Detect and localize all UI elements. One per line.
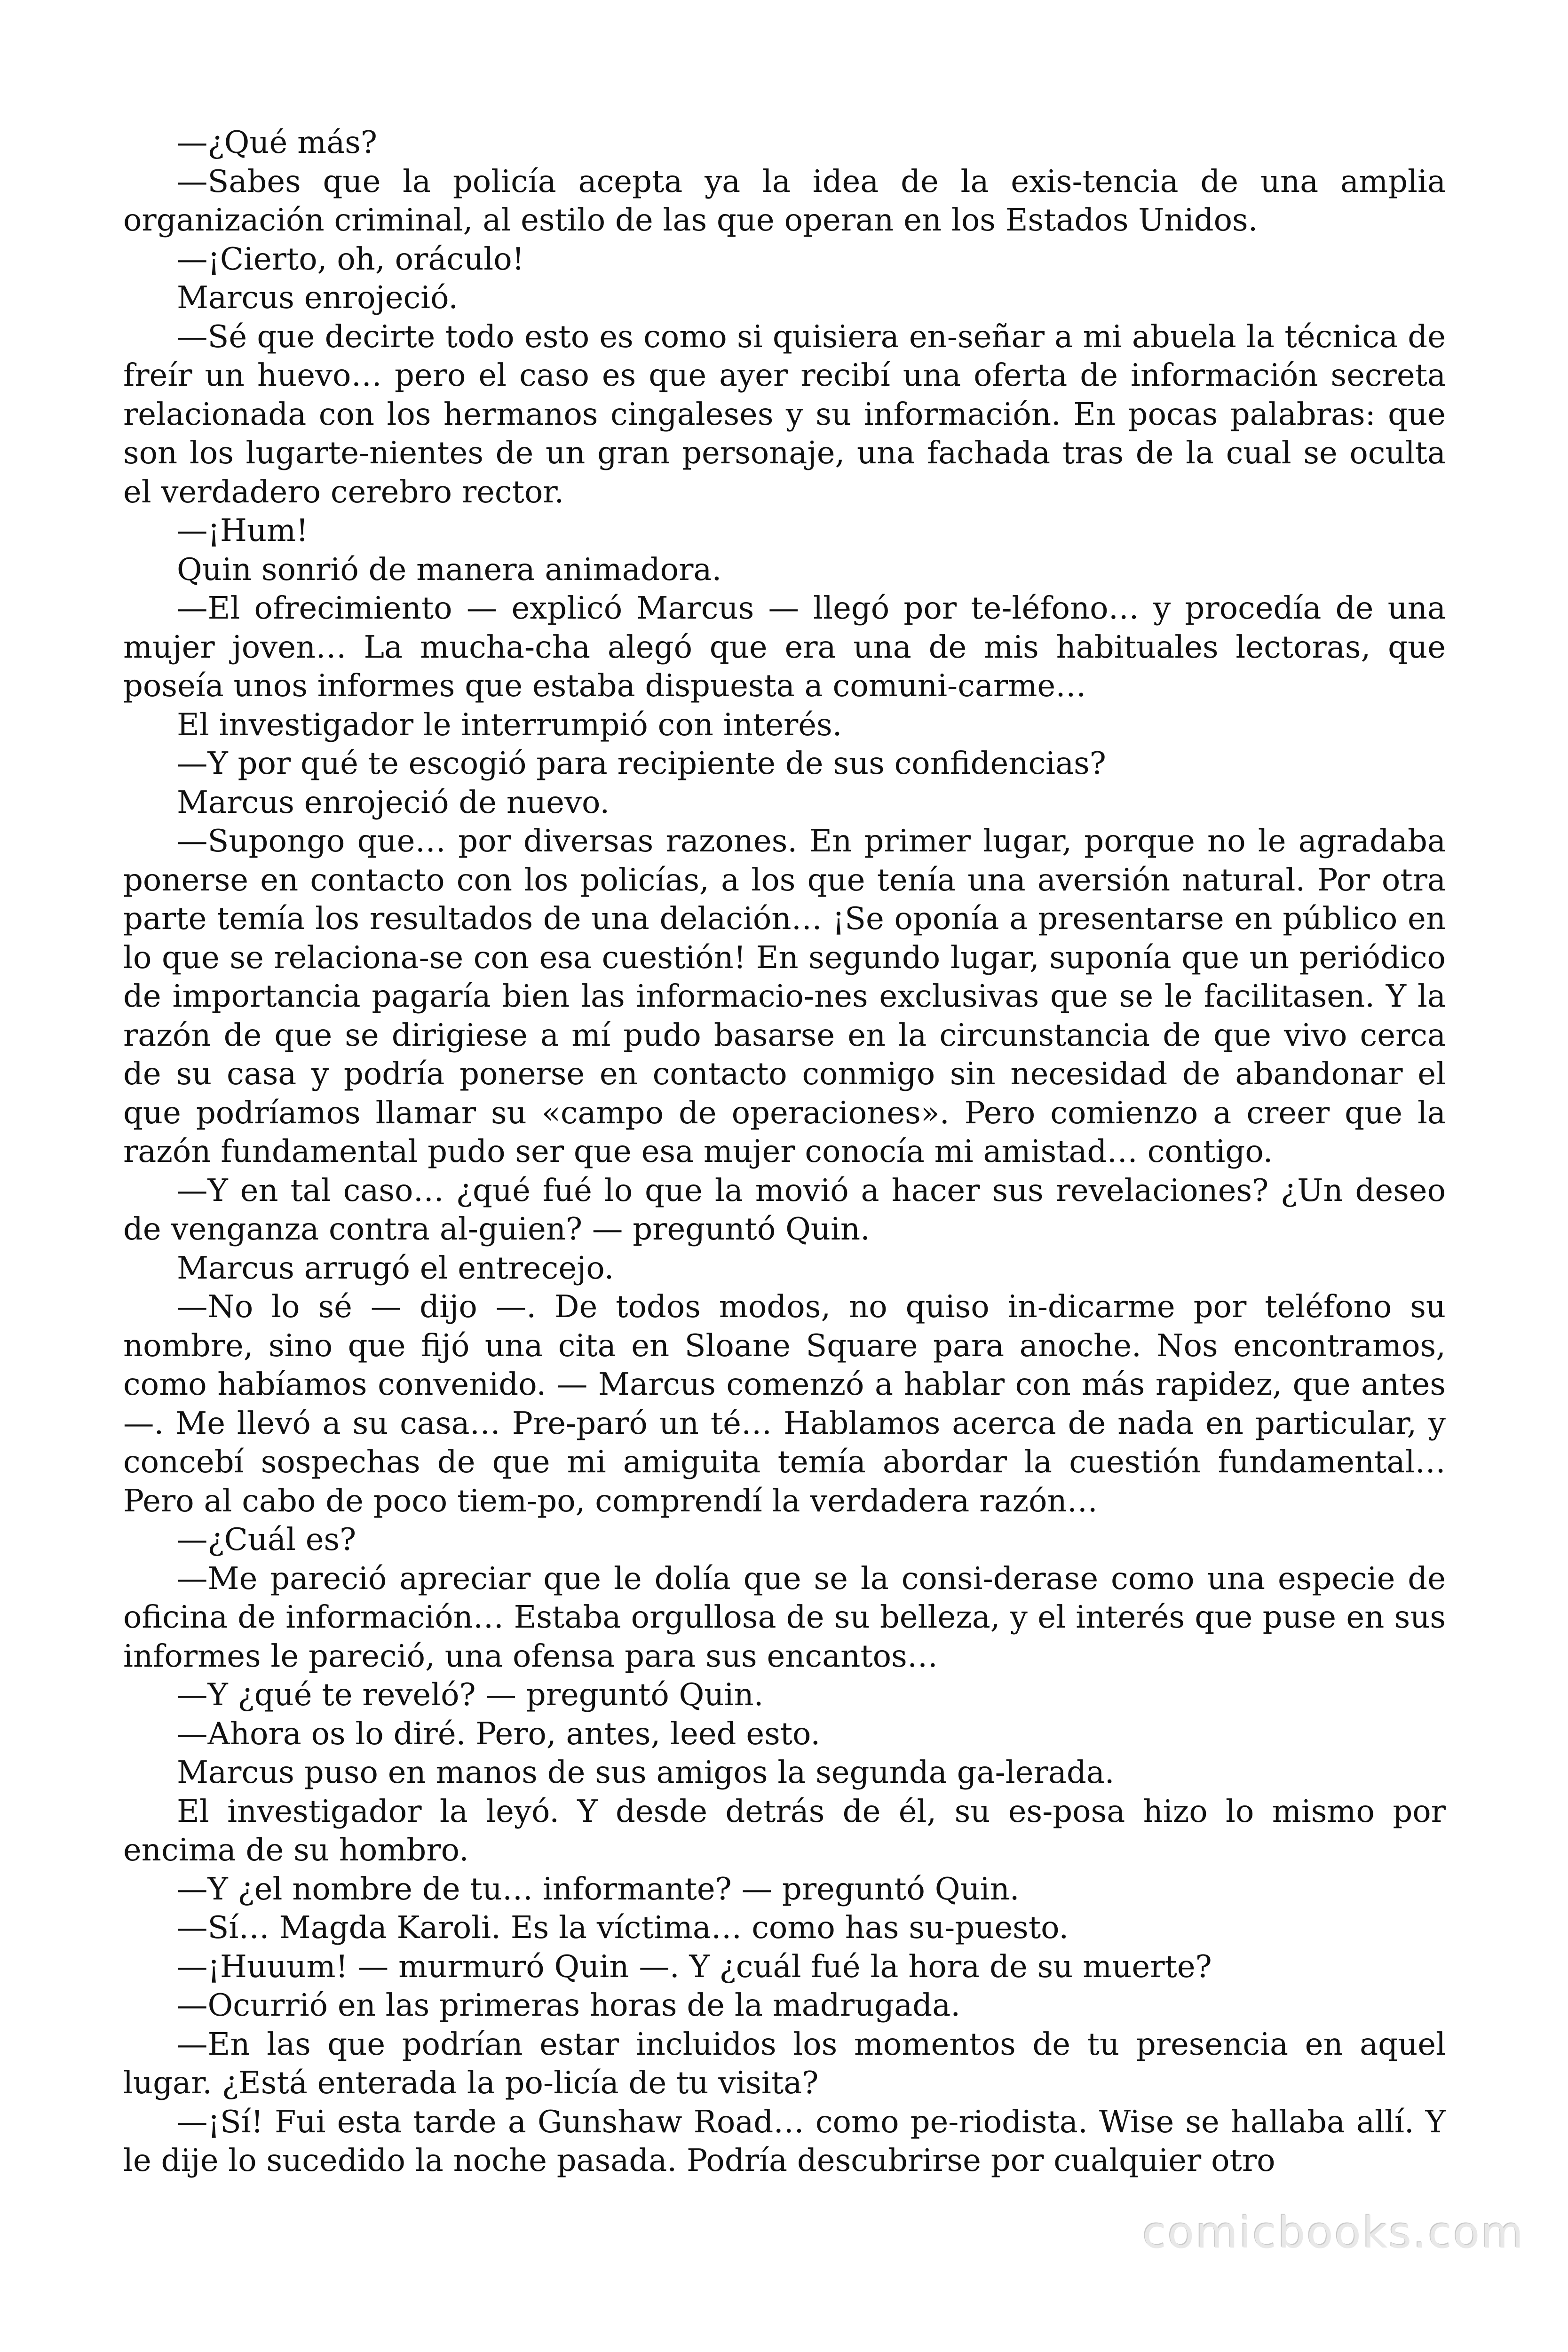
paragraph: —Sabes que la policía acepta ya la idea de la exis-tencia de una amplia organización criminal, al estilo de las que operan en los Estados Unidos. [123, 163, 1446, 238]
paragraph: —Ocurrió en las primeras horas de la madrugada. [177, 1987, 961, 2023]
paragraph: El investigador le interrumpió con interés. [177, 707, 842, 743]
paragraph: Quin sonrió de manera animadora. [177, 551, 722, 588]
paragraph: —Y ¿qué te reveló? — preguntó Quin. [177, 1677, 764, 1713]
paragraph: Marcus arrugó el entrecejo. [177, 1250, 614, 1286]
paragraph: —Y por qué te escogió para recipiente de sus confidencias? [177, 746, 1106, 781]
paragraph: —¡Huuum! — murmuró Quin —. Y ¿cuál fué la hora de su muerte? [177, 1948, 1212, 1985]
paragraph: —¡Hum! [177, 513, 309, 548]
paragraph: —Sí… Magda Karoli. Es la víctima… como has su-puesto. [177, 1910, 1069, 1946]
paragraph: Marcus enrojeció. [177, 280, 459, 316]
paragraph: —No lo sé — dijo —. De todos modos, no quiso in-dicarme por teléfono su nombre, sino que fijó una cita en Sloane Square para anoche. Nos encontramos, como habíamos convenido. — Marcus comenzó a hablar con más rapidez, que antes —. Me llevó a su casa… Pre-paró un té… Hablamos acerca de nada en particular, y concebí sospechas de que mi amiguita temía abordar la cuestión fundamental… Pero al cabo de poco tiem-po, comprendí la verdadera razón… [123, 1289, 1446, 1519]
paragraph: Marcus enrojeció de nuevo. [177, 784, 610, 820]
paragraph: —El ofrecimiento — explicó Marcus — llegó por te-léfono… y procedía de una mujer joven… La mucha-cha alegó que era una de mis habituales lectoras, que poseía unos informes que estaba dispuesta a comuni-carme… [123, 590, 1446, 704]
paragraph: —¡Sí! Fui esta tarde a Gunshaw Road… como pe-riodista. Wise se hallaba allí. Y le dije lo sucedido la noche pasada. Podría descubrirse por cualquier otro [123, 2104, 1446, 2178]
paragraph: —¿Qué más? [177, 125, 377, 160]
paragraph: —Ahora os lo diré. Pero, antes, leed esto. [177, 1716, 821, 1752]
paragraph: —¿Cuál es? [177, 1522, 356, 1557]
paragraph: —Sé que decirte todo esto es como si quisiera en-señar a mi abuela la técnica de freír un huevo… pero el caso es que ayer recibí una oferta de información secreta relacionada con los hermanos cingaleses y su información. En pocas palabras: que son los lugarte-nientes de un gran personaje, una fachada tras de la cual se oculta el verdadero cerebro rector. [123, 318, 1446, 510]
paragraph: Marcus puso en manos de sus amigos la segunda ga-lerada. [177, 1755, 1115, 1790]
paragraph: —Y ¿el nombre de tu… informante? — preguntó Quin. [177, 1871, 1020, 1907]
paragraph: —En las que podrían estar incluidos los momentos de tu presencia en aquel lugar. ¿Está enterada la po-licía de tu visita? [123, 2026, 1446, 2101]
paragraph: —¡Cierto, oh, oráculo! [177, 241, 524, 277]
paragraph: —Y en tal caso… ¿qué fué lo que la movió a hacer sus revelaciones? ¿Un deseo de venganza contra al-guien? — preguntó Quin. [123, 1172, 1446, 1247]
body-text [123, 123, 1446, 2180]
paragraph: El investigador la leyó. Y desde detrás de él, su es-posa hizo lo mismo por encima de su hombro. [123, 1793, 1446, 1868]
paragraph: —Supongo que… por diversas razones. En primer lugar, porque no le agradaba ponerse en contacto con los policías, a los que tenía una aversión natural. Por otra parte temía los resultados de una delación… ¡Se oponía a presentarse en público en lo que se relaciona-se con esa cuestión! En segundo lugar, suponía que un periódico de importancia pagaría bien las informacio-nes exclusivas que se le facilitasen. Y la razón de que se dirigiese a mí pudo basarse en la circunstancia de que vivo cerca de su casa y podría ponerse en contacto conmigo sin necesidad de abandonar el que podríamos llamar su «campo de operaciones». Pero comienzo a creer que la razón fundamental pudo ser que esa mujer conocía mi amistad… contigo. [123, 823, 1446, 1169]
paragraph: —Me pareció apreciar que le dolía que se la consi-derase como una especie de oficina de información… Estaba orgullosa de su belleza, y el interés que puse en sus informes le pareció, una ofensa para sus encantos… [123, 1560, 1446, 1674]
watermark: comicbooks.com [1142, 2208, 1525, 2258]
